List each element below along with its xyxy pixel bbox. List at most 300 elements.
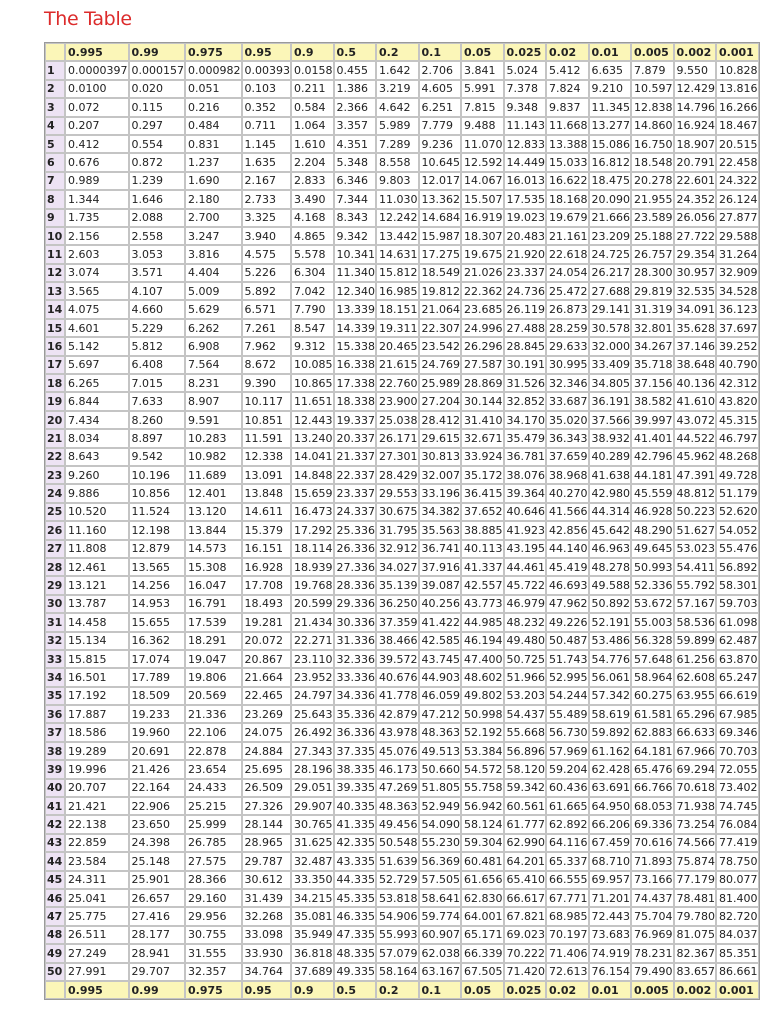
column-header: 0.005: [631, 43, 674, 61]
table-cell: 21.664: [242, 668, 292, 686]
table-cell: 46.963: [589, 540, 632, 558]
table-row: [45, 760, 759, 778]
table-cell: 17.074: [129, 650, 186, 668]
table-cell: 49.456: [376, 815, 419, 833]
table-cell: 26.336: [334, 540, 377, 558]
table-cell: 18.939: [291, 558, 334, 576]
table-cell: 26.217: [589, 264, 632, 282]
table-cell: 18.291: [185, 632, 242, 650]
table-cell: 1.610: [291, 135, 334, 153]
table-cell: 15.033: [546, 153, 589, 171]
table-cell: 5.226: [242, 264, 292, 282]
table-cell: 30.675: [376, 503, 419, 521]
table-cell: 40.646: [504, 503, 547, 521]
table-cell: 47.962: [546, 595, 589, 613]
table-cell: 27.249: [65, 944, 129, 962]
table-cell: 5.009: [185, 282, 242, 300]
table-cell: 5.412: [546, 61, 589, 79]
column-header: 0.001: [716, 981, 759, 999]
table-cell: 30.578: [589, 319, 632, 337]
column-header: 0.1: [419, 981, 462, 999]
table-cell: 16.013: [504, 172, 547, 190]
table-cell: 22.601: [674, 172, 717, 190]
table-cell: 33.196: [419, 484, 462, 502]
table-cell: 22.337: [334, 466, 377, 484]
table-cell: 40.676: [376, 668, 419, 686]
table-cell: 7.633: [129, 392, 186, 410]
table-cell: 25.038: [376, 411, 419, 429]
table-cell: 13.442: [376, 227, 419, 245]
table-cell: 74.437: [631, 889, 674, 907]
row-label: 10: [45, 227, 65, 245]
table-cell: 8.260: [129, 411, 186, 429]
table-cell: 32.357: [185, 963, 242, 981]
row-label: 2: [45, 80, 65, 98]
table-cell: 47.391: [674, 466, 717, 484]
table-cell: 30.755: [185, 926, 242, 944]
table-cell: 14.848: [291, 466, 334, 484]
table-cell: 73.166: [631, 871, 674, 889]
table-cell: 22.465: [242, 687, 292, 705]
table-cell: 41.638: [589, 466, 632, 484]
table-cell: 0.000157: [129, 61, 186, 79]
table-cell: 0.00393: [242, 61, 292, 79]
table-cell: 26.511: [65, 926, 129, 944]
table-cell: 16.047: [185, 576, 242, 594]
table-cell: 29.160: [185, 889, 242, 907]
table-cell: 42.312: [716, 374, 759, 392]
table-cell: 24.398: [129, 834, 186, 852]
table-cell: 11.524: [129, 503, 186, 521]
row-label: 12: [45, 264, 65, 282]
table-cell: 29.141: [589, 300, 632, 318]
row-label: 41: [45, 797, 65, 815]
table-cell: 67.771: [546, 889, 589, 907]
table-cell: 16.919: [461, 209, 504, 227]
footer-header-row: [45, 981, 759, 999]
table-cell: 55.489: [546, 705, 589, 723]
table-cell: 48.278: [589, 558, 632, 576]
table-cell: 12.017: [419, 172, 462, 190]
table-cell: 61.256: [674, 650, 717, 668]
row-label: 49: [45, 944, 65, 962]
table-cell: 2.733: [242, 190, 292, 208]
table-cell: 61.656: [461, 871, 504, 889]
table-cell: 17.887: [65, 705, 129, 723]
table-cell: 33.350: [291, 871, 334, 889]
table-cell: 23.685: [461, 300, 504, 318]
table-cell: 23.952: [291, 668, 334, 686]
table-cell: 36.123: [716, 300, 759, 318]
table-cell: 40.136: [674, 374, 717, 392]
table-cell: 57.079: [376, 944, 419, 962]
row-label: 40: [45, 779, 65, 797]
table-cell: 63.955: [674, 687, 717, 705]
table-cell: 36.415: [461, 484, 504, 502]
table-cell: 66.619: [716, 687, 759, 705]
table-cell: 58.124: [461, 815, 504, 833]
table-cell: 22.362: [461, 282, 504, 300]
table-cell: 3.053: [129, 245, 186, 263]
row-label: 46: [45, 889, 65, 907]
table-cell: 60.481: [461, 852, 504, 870]
column-header: 0.001: [716, 43, 759, 61]
table-cell: 51.627: [674, 521, 717, 539]
table-cell: 47.400: [461, 650, 504, 668]
table-cell: 54.090: [419, 815, 462, 833]
table-cell: 5.348: [334, 153, 377, 171]
table-cell: 5.142: [65, 337, 129, 355]
table-cell: 6.265: [65, 374, 129, 392]
data-table: [44, 42, 760, 1000]
table-cell: 28.366: [185, 871, 242, 889]
table-cell: 45.076: [376, 742, 419, 760]
table-cell: 74.919: [589, 944, 632, 962]
table-cell: 31.526: [504, 374, 547, 392]
table-cell: 19.996: [65, 760, 129, 778]
table-cell: 67.985: [716, 705, 759, 723]
table-cell: 1.344: [65, 190, 129, 208]
table-cell: 15.086: [589, 135, 632, 153]
table-cell: 35.628: [674, 319, 717, 337]
column-header: 0.025: [504, 43, 547, 61]
row-label: 28: [45, 558, 65, 576]
table-cell: 22.106: [185, 723, 242, 741]
table-cell: 36.250: [376, 595, 419, 613]
table-cell: 9.488: [461, 117, 504, 135]
table-cell: 5.024: [504, 61, 547, 79]
table-cell: 23.589: [631, 209, 674, 227]
table-cell: 0.211: [291, 80, 334, 98]
table-cell: 39.335: [334, 779, 377, 797]
table-cell: 4.575: [242, 245, 292, 263]
table-cell: 34.528: [716, 282, 759, 300]
table-cell: 49.513: [419, 742, 462, 760]
table-cell: 24.322: [716, 172, 759, 190]
table-cell: 32.535: [674, 282, 717, 300]
table-cell: 18.168: [546, 190, 589, 208]
row-label: 31: [45, 613, 65, 631]
table-cell: 56.942: [461, 797, 504, 815]
table-cell: 74.745: [716, 797, 759, 815]
table-cell: 31.336: [334, 632, 377, 650]
row-label: 25: [45, 503, 65, 521]
table-cell: 14.631: [376, 245, 419, 263]
column-header: 0.975: [185, 981, 242, 999]
table-cell: 9.550: [674, 61, 717, 79]
table-cell: 78.481: [674, 889, 717, 907]
table-row: [45, 632, 759, 650]
row-label: 8: [45, 190, 65, 208]
table-row: [45, 797, 759, 815]
table-cell: 54.906: [376, 907, 419, 925]
column-header: 0.05: [461, 981, 504, 999]
table-cell: 45.419: [546, 558, 589, 576]
table-cell: 15.338: [334, 337, 377, 355]
table-cell: 44.903: [419, 668, 462, 686]
table-cell: 23.654: [185, 760, 242, 778]
table-cell: 19.233: [129, 705, 186, 723]
table-cell: 52.729: [376, 871, 419, 889]
table-cell: 22.878: [185, 742, 242, 760]
table-cell: 11.651: [291, 392, 334, 410]
table-cell: 6.304: [291, 264, 334, 282]
row-label: 14: [45, 300, 65, 318]
row-label: 1: [45, 61, 65, 79]
table-row: [45, 466, 759, 484]
table-cell: 57.342: [589, 687, 632, 705]
table-cell: 54.052: [716, 521, 759, 539]
table-cell: 25.989: [419, 374, 462, 392]
table-cell: 10.645: [419, 153, 462, 171]
table-cell: 27.326: [242, 797, 292, 815]
table-cell: 27.575: [185, 852, 242, 870]
table-cell: 12.401: [185, 484, 242, 502]
row-label: 6: [45, 153, 65, 171]
table-cell: 9.591: [185, 411, 242, 429]
table-cell: 53.486: [589, 632, 632, 650]
table-cell: 19.812: [419, 282, 462, 300]
table-cell: 37.697: [716, 319, 759, 337]
table-cell: 58.619: [589, 705, 632, 723]
table-cell: 74.566: [674, 834, 717, 852]
table-cell: 57.167: [674, 595, 717, 613]
table-cell: 5.892: [242, 282, 292, 300]
table-cell: 39.364: [504, 484, 547, 502]
table-cell: 5.991: [461, 80, 504, 98]
table-cell: 24.311: [65, 871, 129, 889]
table-cell: 32.268: [242, 907, 292, 925]
table-cell: 37.916: [419, 558, 462, 576]
table-cell: 17.708: [242, 576, 292, 594]
table-cell: 59.304: [461, 834, 504, 852]
table-cell: 62.428: [589, 760, 632, 778]
table-cell: 1.646: [129, 190, 186, 208]
table-cell: 12.833: [504, 135, 547, 153]
table-cell: 34.027: [376, 558, 419, 576]
table-cell: 10.283: [185, 429, 242, 447]
table-cell: 2.833: [291, 172, 334, 190]
table-cell: 11.143: [504, 117, 547, 135]
table-cell: 37.335: [334, 742, 377, 760]
table-cell: 3.357: [334, 117, 377, 135]
table-cell: 10.856: [129, 484, 186, 502]
table-cell: 25.148: [129, 852, 186, 870]
table-cell: 38.932: [589, 429, 632, 447]
table-cell: 1.145: [242, 135, 292, 153]
table-cell: 6.346: [334, 172, 377, 190]
table-cell: 65.171: [461, 926, 504, 944]
table-cell: 13.240: [291, 429, 334, 447]
table-cell: 55.230: [419, 834, 462, 852]
table-cell: 2.603: [65, 245, 129, 263]
table-cell: 4.168: [291, 209, 334, 227]
table-cell: 46.173: [376, 760, 419, 778]
table-cell: 33.336: [334, 668, 377, 686]
table-cell: 18.586: [65, 723, 129, 741]
table-cell: 66.633: [674, 723, 717, 741]
table-cell: 36.336: [334, 723, 377, 741]
row-label: 9: [45, 209, 65, 227]
table-cell: 45.559: [631, 484, 674, 502]
table-cell: 76.084: [716, 815, 759, 833]
table-cell: 45.315: [716, 411, 759, 429]
table-cell: 26.492: [291, 723, 334, 741]
table-cell: 9.260: [65, 466, 129, 484]
table-cell: 20.465: [376, 337, 419, 355]
table-cell: 75.704: [631, 907, 674, 925]
table-cell: 18.493: [242, 595, 292, 613]
column-header: 0.01: [589, 981, 632, 999]
table-cell: 1.635: [242, 153, 292, 171]
table-row: [45, 503, 759, 521]
table-cell: 46.928: [631, 503, 674, 521]
table-cell: 80.077: [716, 871, 759, 889]
table-cell: 65.410: [504, 871, 547, 889]
table-cell: 68.710: [589, 852, 632, 870]
table-cell: 44.522: [674, 429, 717, 447]
table-cell: 3.490: [291, 190, 334, 208]
table-cell: 18.907: [674, 135, 717, 153]
table-cell: 40.256: [419, 595, 462, 613]
table-cell: 29.956: [185, 907, 242, 925]
table-cell: 26.873: [546, 300, 589, 318]
table-cell: 38.076: [504, 466, 547, 484]
table-cell: 18.548: [631, 153, 674, 171]
column-header: 0.005: [631, 981, 674, 999]
table-cell: 14.796: [674, 98, 717, 116]
table-cell: 2.088: [129, 209, 186, 227]
table-row: [45, 650, 759, 668]
table-cell: 9.803: [376, 172, 419, 190]
table-cell: 46.194: [461, 632, 504, 650]
table-cell: 52.620: [716, 503, 759, 521]
table-cell: 72.055: [716, 760, 759, 778]
table-cell: 48.363: [376, 797, 419, 815]
table-cell: 32.912: [376, 540, 419, 558]
table-cell: 7.815: [461, 98, 504, 116]
table-cell: 43.072: [674, 411, 717, 429]
table-cell: 1.735: [65, 209, 129, 227]
table-row: [45, 944, 759, 962]
table-cell: 46.979: [504, 595, 547, 613]
table-cell: 34.170: [504, 411, 547, 429]
table-cell: 48.363: [419, 723, 462, 741]
table-cell: 0.412: [65, 135, 129, 153]
table-row: [45, 815, 759, 833]
row-label: 43: [45, 834, 65, 852]
table-cell: 9.312: [291, 337, 334, 355]
table-row: [45, 852, 759, 870]
column-header: 0.2: [376, 43, 419, 61]
table-cell: 38.885: [461, 521, 504, 539]
table-cell: 0.0100: [65, 80, 129, 98]
table-cell: 71.938: [674, 797, 717, 815]
table-cell: 51.639: [376, 852, 419, 870]
row-label: 3: [45, 98, 65, 116]
table-cell: 5.229: [129, 319, 186, 337]
table-cell: 34.764: [242, 963, 292, 981]
table-cell: 50.998: [461, 705, 504, 723]
table-cell: 84.037: [716, 926, 759, 944]
table-cell: 0.207: [65, 117, 129, 135]
table-cell: 14.041: [291, 448, 334, 466]
table-cell: 23.337: [334, 484, 377, 502]
table-cell: 20.707: [65, 779, 129, 797]
table-cell: 70.616: [631, 834, 674, 852]
row-label: 50: [45, 963, 65, 981]
table-cell: 58.964: [631, 668, 674, 686]
table-cell: 64.181: [631, 742, 674, 760]
table-cell: 1.064: [291, 117, 334, 135]
table-cell: 11.160: [65, 521, 129, 539]
table-cell: 25.472: [546, 282, 589, 300]
table-cell: 8.672: [242, 356, 292, 374]
table-cell: 69.023: [504, 926, 547, 944]
table-cell: 34.336: [334, 687, 377, 705]
row-label: 15: [45, 319, 65, 337]
table-cell: 51.743: [546, 650, 589, 668]
table-cell: 64.001: [461, 907, 504, 925]
table-cell: 36.343: [546, 429, 589, 447]
table-cell: 57.505: [419, 871, 462, 889]
table-cell: 35.020: [546, 411, 589, 429]
table-cell: 36.191: [589, 392, 632, 410]
table-cell: 14.684: [419, 209, 462, 227]
table-cell: 13.848: [242, 484, 292, 502]
table-cell: 43.335: [334, 852, 377, 870]
table-cell: 4.404: [185, 264, 242, 282]
table-row: [45, 117, 759, 135]
table-row: [45, 411, 759, 429]
table-cell: 29.707: [129, 963, 186, 981]
table-cell: 7.790: [291, 300, 334, 318]
table-cell: 50.487: [546, 632, 589, 650]
table-cell: 33.930: [242, 944, 292, 962]
table-cell: 15.659: [291, 484, 334, 502]
table-row: [45, 245, 759, 263]
table-cell: 28.412: [419, 411, 462, 429]
table-cell: 2.706: [419, 61, 462, 79]
table-row: [45, 98, 759, 116]
table-cell: 37.659: [546, 448, 589, 466]
table-cell: 12.242: [376, 209, 419, 227]
table-cell: 65.476: [631, 760, 674, 778]
table-cell: 0.216: [185, 98, 242, 116]
table-cell: 11.340: [334, 264, 377, 282]
table-cell: 21.336: [185, 705, 242, 723]
table-cell: 48.268: [716, 448, 759, 466]
table-cell: 49.728: [716, 466, 759, 484]
table-cell: 41.401: [631, 429, 674, 447]
table-cell: 20.337: [334, 429, 377, 447]
table-cell: 19.023: [504, 209, 547, 227]
row-label: 30: [45, 595, 65, 613]
table-cell: 64.950: [589, 797, 632, 815]
table-cell: 21.615: [376, 356, 419, 374]
table-cell: 10.085: [291, 356, 334, 374]
table-cell: 42.557: [461, 576, 504, 594]
table-cell: 20.278: [631, 172, 674, 190]
table-cell: 4.351: [334, 135, 377, 153]
table-cell: 28.941: [129, 944, 186, 962]
table-cell: 20.791: [674, 153, 717, 171]
table-cell: 27.688: [589, 282, 632, 300]
table-cell: 58.164: [376, 963, 419, 981]
table-row: [45, 779, 759, 797]
table-cell: 11.030: [376, 190, 419, 208]
table-cell: 53.672: [631, 595, 674, 613]
